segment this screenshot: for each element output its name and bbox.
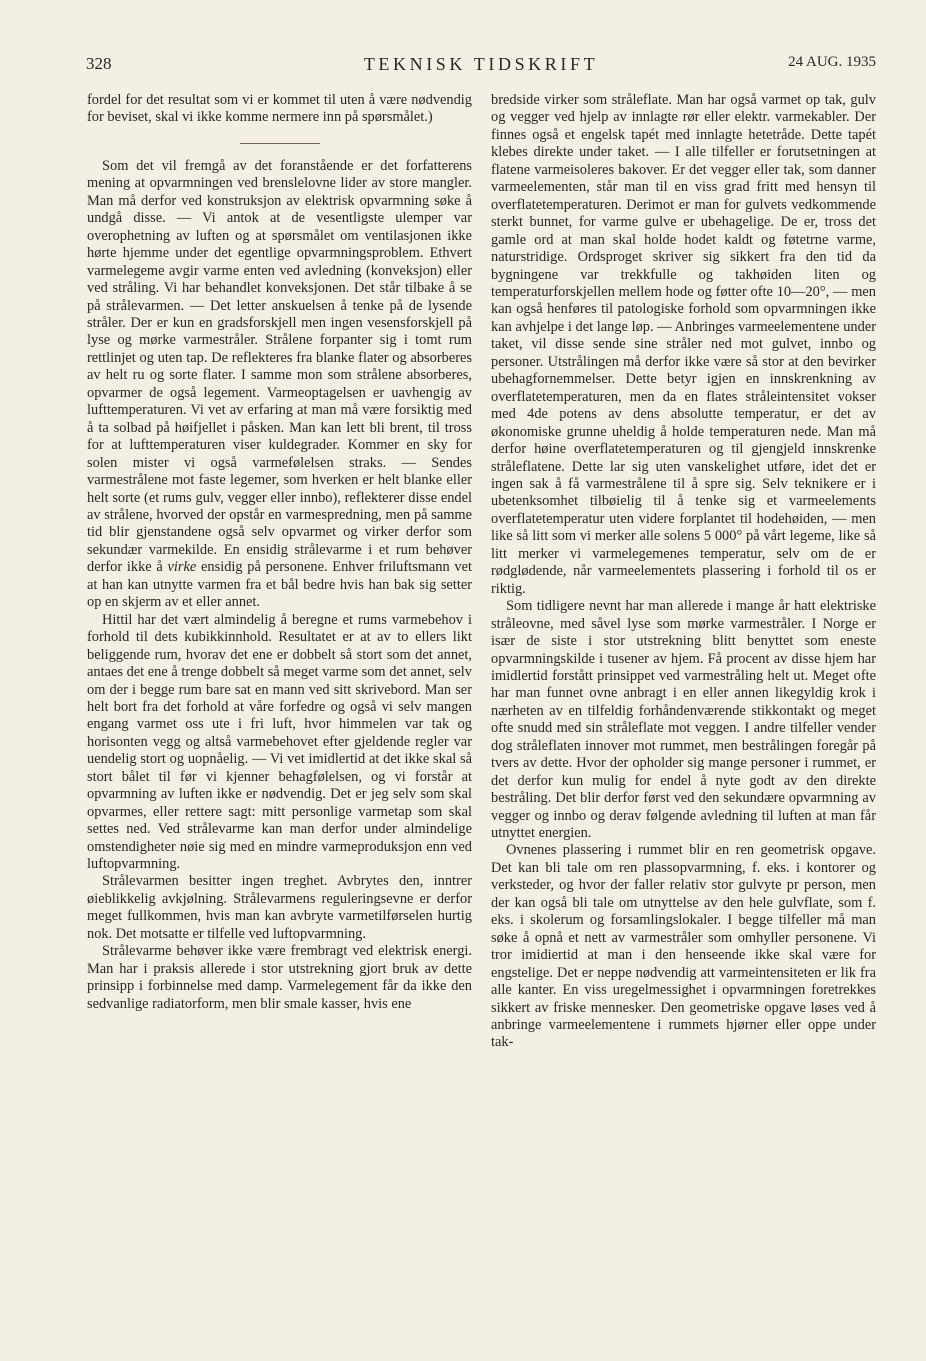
journal-title: TEKNISK TIDSKRIFT [363, 54, 599, 74]
page-number: 328 [86, 54, 112, 73]
paragraph-text: Som det vil fremgå av det foranstående er det forfatterens mening at opvarmningen ved brenslelovne lider av store mangler. Man må derfor ved konstruksjon av elektrisk opvarmning søke å undgå disse. — Vi antok at de vesentligste ulemper var overophetning av luften og at spørsmålet om ventilasjonen ikke hørte hjemme under det egentlige opvarmningsproblem. Ethvert varmelegeme avgir varme enten ved avledning (konveksjon) eller ved stråling. Vi har behandlet konveksjonen. Det står tilbake å se på strålevarmen. — Det letter anskuelsen å tenke på de lysende stråler. Der er kun en gradsforskjell men ingen vesensforskjell på lyse og mørke varmestråler. Strålene forpanter sig i tomt rum rettlinjet og uten tap. De reflekteres fra blanke flater og absorberes av helt ru og sorte flater. I samme mon som strålene absorberes, opvarmer de også legement. Varmeoptagelsen er uavhengig av lufttemperaturen. Vi vet av erfaring at man må være forsiktig med å ta solbad på høifjellet i påsken. Man kan lett bli brent, til tross for at lufttemperaturen viser kuldegrader. Kommer en sky for solen mister vi også varmefølelsen straks. — Sendes varmestrålene mot faste legemer, som hverken er helt blanke eller helt sorte (et rums gulv, vegger eller innbo), reflekterer disse endel av strålene, hvorved der opstår en varmespredning, men på samme tid blir gjenstandene også selv opvarmet og virker derfor som sekundær varmekilde. En ensidig strålevarme i et rum behøver derfor ikke å [87, 157, 472, 576]
page-header [86, 54, 876, 80]
emphasis-text: virke [167, 559, 197, 576]
paragraph: Hittil har det vært almindelig å beregne et rums varmebehov i forhold til dets kubikkinnhold. Resultatet er at av to ellers likt beliggende rum, hvorav det ene er dobbelt så stort som det annet, antaes det ene å trenge dobbelt så meget varme som det annet, selv om der i begge rum bare sat en mann ved sitt skrivebord. Man ser helt bort fra det forhold at våre forfedre og også vi selv mangen engang varmet oss ute i fri luft, hvor himmelen var tak og horisonten vegg og altså varmebehovet efter gjeldende regler var uendelig stort og uopnåelig. — Vi vet imidlertid at det ikke skal så stort bålet til før vi kjenner behagfølelsen, og vi forstår at opvarmning av luften ikke er nødvendig. Det er jeg selv som skal opvarmes, eller rettere sagt: mitt personlige varmetap som skal settes ned. Ved strålevarme kan man derfor under almindelige omstendigheter nøie sig med en mindre varmeproduksjon enn ved luftopvarmning. [87, 611, 472, 873]
issue-date: 24 AUG. 1935 [788, 54, 876, 70]
paragraph-text: ensidig på personene. Enhver friluftsmann vet at han kan utnytte varmen fra et bål bedre hvis han bak sig setter op en skjerm av et eller annet. [87, 559, 472, 611]
left-column [87, 92, 472, 1332]
paragraph: fordel for det resultat som vi er kommet til uten å være nødvendig for beviset, skal vi ikke komme nermere inn på spørsmålet.) [87, 92, 472, 126]
paragraph: Strålevarme behøver ikke være frembragt ved elektrisk energi. Man har i praksis allerede i stor utstrekning gjort bruk av dette prinsipp i forbinnelse med damp. Varmelegement får da ikke den sedvanlige radiatorform, men blir smale kasser, hvis ene [87, 943, 472, 1012]
section-divider [240, 143, 320, 144]
paragraph: Ovnenes plassering i rummet blir en ren geometrisk opgave. Det kan bli tale om ren plassopvarmning, f. eks. i kontorer og verksteder, og hvor der faller relativ stor gulvyte pr person, men der kan også bli tale om utnyttelse av den hele gulvflate, som f. eks. i skolerum og forsamlingslokaler. I begge tilfeller må man søke å opnå et nett av varmestråler som omhyller personene. Vi tror imidiertid at man i den henseende ikke skal være for engstelige. Det er neppe nødvendig att varmeintensiteten er lik fra alle kanter. En viss uregelmessighet i opvarmningen foretrekkes sikkert av friske mennesker. Den geometriske opgave løses ved å anbringe varmeelementene i rummets hjørner eller oppe under tak- [491, 842, 876, 1051]
paragraph: bredside virker som stråleflate. Man har også varmet op tak, gulv og vegger ved hjelp av innlagte rør eller elektr. varmekabler. Der finnes også et engelsk tapét med innlagte hetetråde. Dette tapét klebes direkte under taket. — I alle tilfeller er forutsetningen at flatene varmeisoleres bakover. Er det vegger eller tak, som danner varmeelementen, står man til en viss grad fritt med hensyn til overflatetemperaturen. Derimot er man for gulvets vedkommende sterkt bunnet, for varme gulve er ubehagelige. De er, tross det gamle ord at man skal holde hodet kaldt og føtetrne varme, naturstridige. Ordsproget skriver sig sikkert fra den tid da bygningene var trekkfulle og takhøiden liten og temperaturforskjellen mellem hode og føtter ofte 10—20°, — men kan også henføres til patologiske forhold som opvarmningen ikke kan avhjelpe i det lange løp. — Anbringes varmeelementene under taket, vil disse sende sine stråler ned mot gulvet, innbo og personer. Utstrålingen må derfor ikke være så stor at den bevirker ubehagfornemmelser. Dette betyr igjen en innskrenkning av overflatetemperaturen, men da en flates stråleintensitet vokser med 4de potens av dens absolutte temperatur, er det av økonomiske grunne uheldig å holde temperaturen nede. Man må derfor høine overflatetemperaturen og til gjengjeld innskrenke stråleflatene. Dette lar sig uten vanskelighet utføre, idet det er ingen sak å få varmestrålene til å spre sig. Selv teknikere er i ubetenksomhet tilbøielig til å tenke sig et varmeelements overflatetemperatur uten videre forplantet til hodehøiden, — men like så litt som vi merker alle solens 5 000° på vårt legeme, like så litt merker vi varmelegemenes temperatur, selv om de er rødglødende, når varmeelementets plassering i forhold til os er riktig. [491, 92, 876, 597]
paragraph: Som tidligere nevnt har man allerede i mange år hatt elektriske stråleovne, med såvel lyse som mørke varmestråler. I Norge er især de siste i stor utstrekning blitt benyttet som eneste opvarmningskilde i tusener av hjem. Få procent av disse hjem har imidlertid forstått prinsippet ved varmestråling helt ut. Meget ofte har man funnet ovne anbragt i en eller annen likegyldig krok i nærheten av en tilfeldig forhåndenværende stikkontakt og meget ofte snudd med sin stråleflate mot veggen. I andre tilfeller vender dog stråleflaten innover mot rummet, men bestrålingen foregår på tvers av dette. Hvor der opholder sig mange personer i rummet, er det derfor kun mulig for endel å nyte godt av den direkte bestråling. Det blir derfor først ved den sekundære opvarmning av vegger og innbo og derav følgende avledning til luften at man får utnyttet energien. [491, 598, 876, 842]
paragraph [87, 158, 472, 612]
right-column [491, 92, 876, 1332]
paragraph: Strålevarmen besitter ingen treghet. Avbrytes den, inntrer øieblikkelig avkjølning. Strålevarmens reguleringsevne er derfor meget fullkommen, hvis man kan avbryte varmetilførselen hurtig nok. Det motsatte er tilfelle ved luftopvarmning. [87, 873, 472, 942]
